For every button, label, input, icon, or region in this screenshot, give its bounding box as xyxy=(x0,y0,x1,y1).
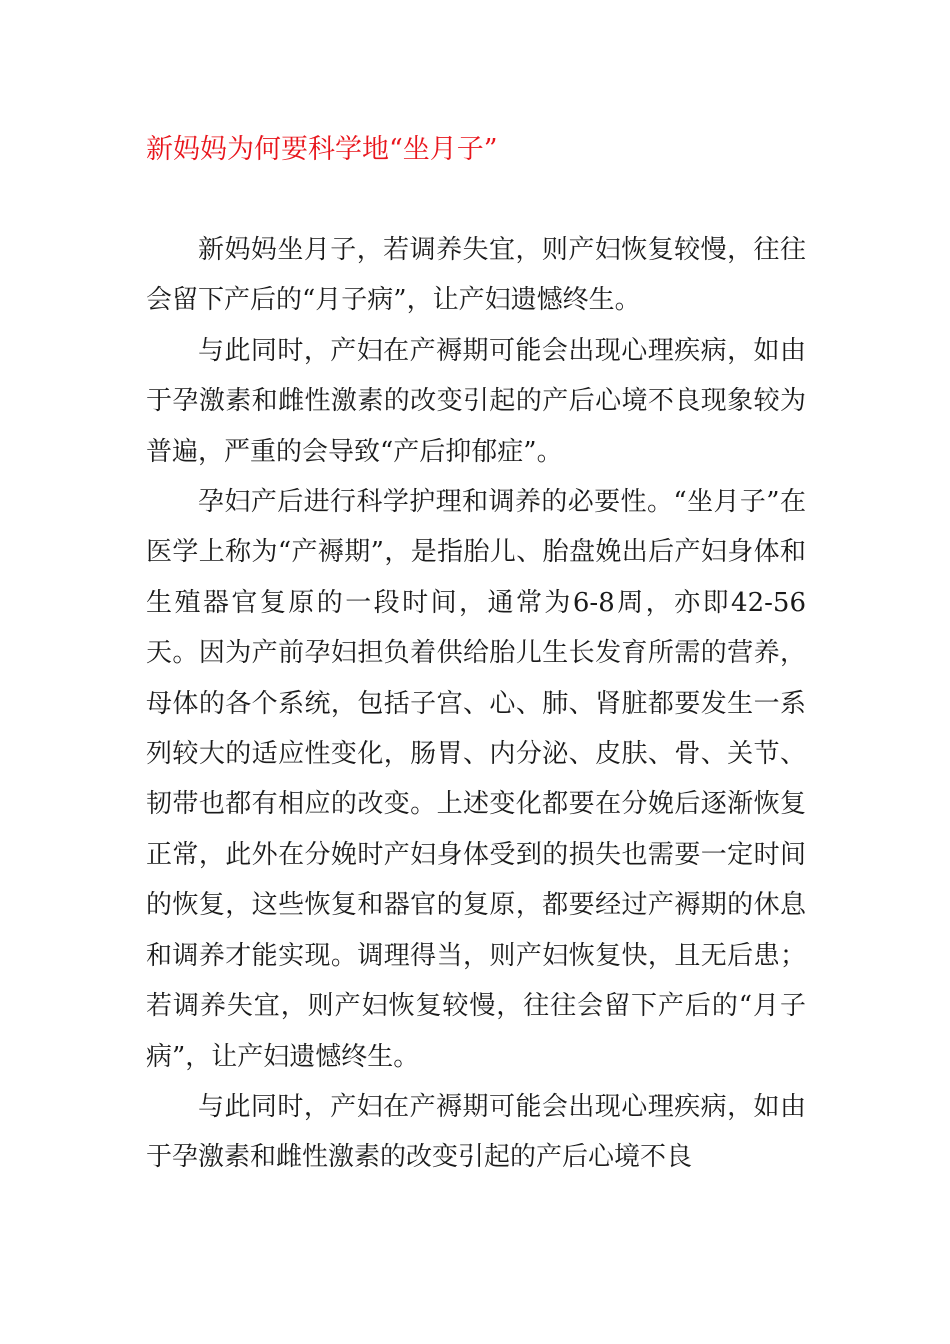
document-body xyxy=(146,225,806,1183)
paragraph: 与此同时，产妇在产褥期可能会出现心理疾病，如由于孕激素和雌性激素的改变引起的产后心境不良现象较为普遍，严重的会导致“产后抑郁症”。 xyxy=(146,335,806,467)
paragraph: 新妈妈坐月子，若调养失宜，则产妇恢复较慢，往往会留下产后的“月子病”，让产妇遗憾终生。 xyxy=(146,235,806,316)
paragraph: 孕妇产后进行科学护理和调养的必要性。“坐月子”在医学上称为“产褥期”，是指胎儿、胎盘娩出后产妇身体和生殖器官复原的一段时间，通常为6-8周，亦即42-56天。因为产前孕妇担负着供给胎儿生长发育所需的营养，母体的各个系统，包括子宫、心、肺、肾脏都要发生一系列较大的适应性变化，肠胃、内分泌、皮肤、骨、关节、韧带也都有相应的改变。上述变化都要在分娩后逐渐恢复正常，此外在分娩时产妇身体受到的损失也需要一定时间的恢复，这些恢复和器官的复原，都要经过产褥期的休息和调养才能实现。调理得当，则产妇恢复快，且无后患；若调养失宜，则产妇恢复较慢，往往会留下产后的“月子病”，让产妇遗憾终生。 xyxy=(146,487,806,1072)
paragraph: 与此同时，产妇在产褥期可能会出现心理疾病，如由于孕激素和雌性激素的改变引起的产后心境不良 xyxy=(146,1091,806,1173)
document-title: 新妈妈为何要科学地“坐月子” xyxy=(146,134,498,165)
